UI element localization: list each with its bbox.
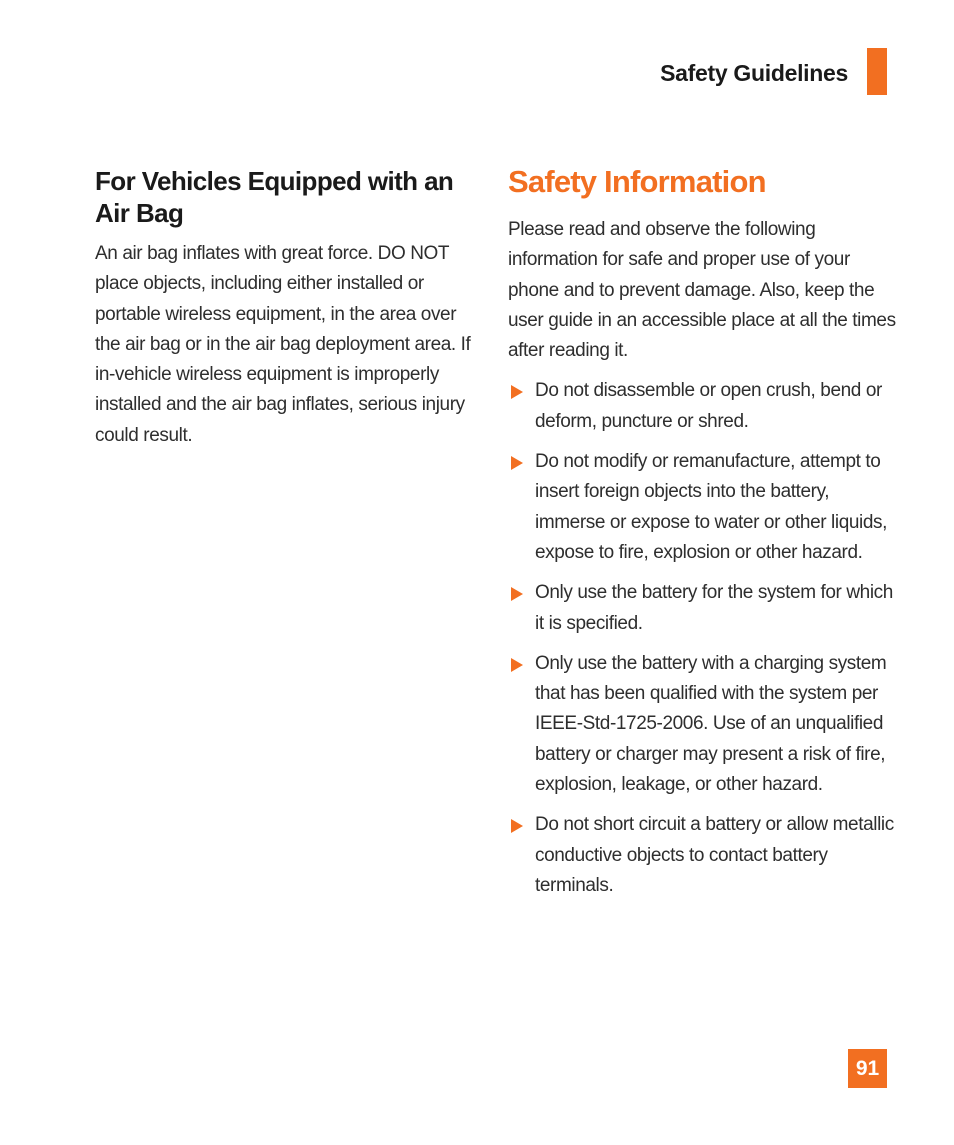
triangle-right-icon bbox=[511, 658, 523, 672]
triangle-right-icon bbox=[511, 587, 523, 601]
airbag-heading: For Vehicles Equipped with an Air Bag bbox=[95, 166, 454, 228]
list-item bbox=[508, 649, 898, 800]
safety-bullet-list bbox=[508, 376, 898, 901]
triangle-right-icon bbox=[511, 385, 523, 399]
bullet-text: Do not disassemble or open crush, bend or deform, puncture or shred. bbox=[535, 380, 882, 432]
triangle-right-icon bbox=[511, 456, 523, 470]
list-item bbox=[508, 376, 898, 437]
bullet-text: Only use the battery with a charging system that has been qualified with the system per IEEE-Std-1725-2006. Use of an unqualified battery or charger may present a risk of fire, explosion, leakage, or other hazard. bbox=[535, 652, 887, 796]
right-column bbox=[508, 162, 898, 911]
page-number: 91 bbox=[848, 1049, 887, 1088]
airbag-paragraph: An air bag inflates with great force. DO NOT place objects, including either installed or portable wireless equipment, in the area over the air bag or in the air bag deployment area. If in-vehicle wireless equipment is improperly installed and the air bag inflates, serious injury could result. bbox=[95, 243, 471, 446]
intro-paragraph: Please read and observe the following information for safe and proper use of your phone and to prevent damage. Also, keep the user guide in an accessible place at all the times after reading it. bbox=[508, 219, 896, 362]
bullet-text: Do not short circuit a battery or allow metallic conductive objects to contact battery terminals. bbox=[535, 814, 894, 896]
safety-information-heading: Safety Information bbox=[508, 164, 766, 199]
bullet-text: Only use the battery for the system for which it is specified. bbox=[535, 582, 893, 634]
left-column bbox=[95, 165, 475, 451]
triangle-right-icon bbox=[511, 819, 523, 833]
list-item bbox=[508, 447, 898, 568]
section-title: Safety Guidelines bbox=[660, 60, 848, 86]
list-item bbox=[508, 578, 898, 639]
bullet-text: Do not modify or remanufacture, attempt to insert foreign objects into the battery, immerse or expose to water or other liquids, expose to fire, explosion or other hazard. bbox=[535, 451, 888, 563]
section-tab-marker bbox=[867, 48, 887, 95]
list-item bbox=[508, 810, 898, 901]
